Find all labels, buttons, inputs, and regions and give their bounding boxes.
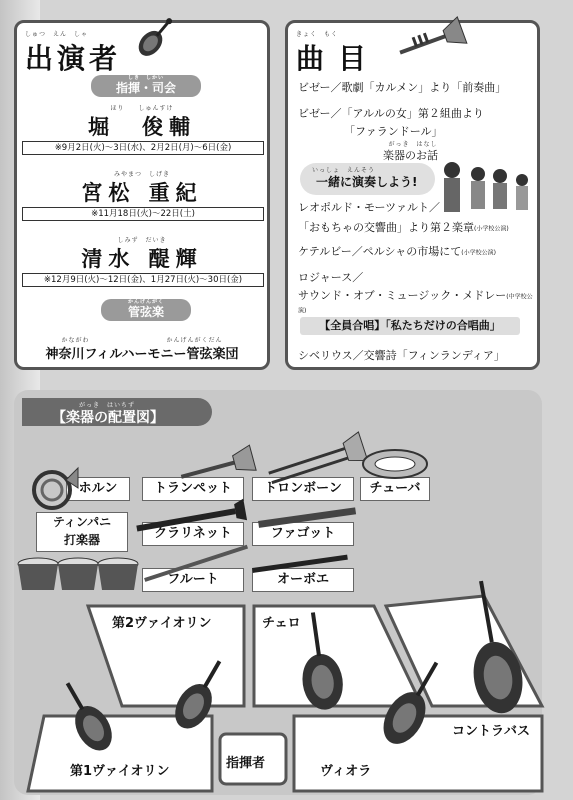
flute-label: フルート	[142, 568, 244, 592]
conductor-3-name: 清水 醍輝	[81, 247, 203, 271]
children-musicians-icon	[438, 158, 533, 218]
contrabass-icon	[458, 574, 528, 724]
tuba-label: チューバ	[360, 477, 430, 501]
performers-title: 出演者	[25, 42, 122, 75]
trumpet-icon	[392, 21, 472, 61]
trombone-label: トロンボーン	[252, 477, 354, 501]
clarinet-label: クラリネット	[142, 522, 244, 546]
play-together-box: いっしょ えんそう 一緒に演奏しよう!	[300, 163, 435, 195]
contrabass-label: コントラバス	[452, 724, 531, 739]
trumpet-label: トランペット	[142, 477, 244, 501]
program-item-1: ビゼー／歌劇「カルメン」より「前奏曲」	[298, 81, 507, 94]
orchestra-label-text: 管弦楽	[127, 305, 164, 319]
clarinet-icon	[136, 508, 246, 530]
program-title: 曲目	[296, 42, 381, 75]
orchestra-ruby: かながわ かんげんがくだん	[61, 337, 223, 344]
school-tag-3: (中学校公演)	[298, 293, 533, 315]
flute-icon	[142, 548, 252, 578]
violin1-label: 第1ヴァイオリン	[70, 764, 170, 779]
conductor-position-label: 指揮者	[226, 756, 266, 771]
violin-icon	[125, 13, 185, 63]
fagotto-icon	[258, 506, 358, 528]
performers-title-ruby: しゅつ えん しゃ	[25, 31, 89, 38]
program-panel	[285, 20, 540, 370]
layout-title-bar: がっき はいちず 【楽器の配置図】	[22, 398, 212, 426]
conductor-2-dates: ※11月18日(火)〜22日(土)	[22, 207, 264, 221]
performers-panel	[14, 20, 270, 370]
horn-icon	[28, 466, 78, 516]
play-together-text: 一緒に演奏しよう!	[316, 175, 418, 189]
viola-label: ヴィオラ	[320, 764, 372, 779]
timpani-label: ティンパニ 打楽器	[36, 512, 128, 552]
conductor-3-dates: ※12月9日(火)〜12日(金)、1月27日(火)〜30日(金)	[22, 273, 264, 287]
school-tag-1: (小学校公演)	[474, 225, 509, 233]
program-item-3: 「ファランドール」	[344, 125, 443, 138]
program-item-8: サウンド・オブ・ミュージック・メドレー(中学校公演)	[298, 289, 533, 315]
conductor-label-text: 指揮・司会	[115, 81, 176, 95]
trumpet-small-icon	[178, 452, 258, 482]
program-item-6: ケテルビー／ペルシャの市場にて(小学校公演)	[298, 245, 496, 258]
oboe-icon	[252, 552, 352, 576]
conductor-2-name: 宮松 重紀	[81, 181, 203, 205]
choir-label: 【全員合唱】「私たちだけの合唱曲」	[300, 317, 520, 335]
conductor-1-ruby: ほり しゅんすけ	[110, 105, 174, 112]
conductor-1-name: 堀 俊輔	[88, 115, 196, 139]
program-item-7: ロジャース／	[298, 271, 364, 284]
tuba-icon	[360, 444, 430, 484]
horn-label: ホルン	[66, 477, 130, 501]
program-item-last: シベリウス／交響詩「フィンランディア」	[298, 349, 505, 362]
program-title-ruby: きょく もく	[296, 31, 339, 38]
orchestra-label: かんげんがく 管弦楽	[101, 299, 191, 321]
program-item-5: 「おもちゃの交響曲」より第２楽章(小学校公演)	[298, 221, 509, 234]
violin2-label: 第2ヴァイオリン	[112, 616, 212, 631]
program-item-2: ビゼー／「アルルの女」第２組曲より	[298, 107, 484, 120]
talk-ruby: がっき はなし	[388, 141, 438, 148]
orchestra-name: 神奈川フィルハーモニー管弦楽団	[45, 347, 239, 362]
trombone-icon	[268, 446, 368, 480]
layout-title: 【楽器の配置図】	[52, 410, 164, 426]
conductor-3-ruby: しみず だいき	[117, 237, 167, 244]
oboe-label: オーボエ	[252, 568, 354, 592]
fagotto-label: ファゴット	[252, 522, 354, 546]
cello-label: チェロ	[262, 616, 301, 631]
violin2-icon	[165, 650, 235, 740]
conductor-1-dates: ※9月2日(火)〜3日(水)、2月2日(月)〜6日(金)	[22, 141, 264, 155]
conductor-label: しき しかい 指揮・司会	[91, 75, 201, 97]
program-item-4: レオポルド・モーツァルト／	[298, 201, 441, 214]
school-tag-2: (小学校公演)	[461, 249, 496, 257]
violin1-icon	[52, 672, 122, 762]
viola-icon	[372, 650, 452, 760]
talk-label: 楽器のお話	[383, 149, 438, 162]
conductor-2-ruby: みやまつ しげき	[113, 171, 170, 178]
